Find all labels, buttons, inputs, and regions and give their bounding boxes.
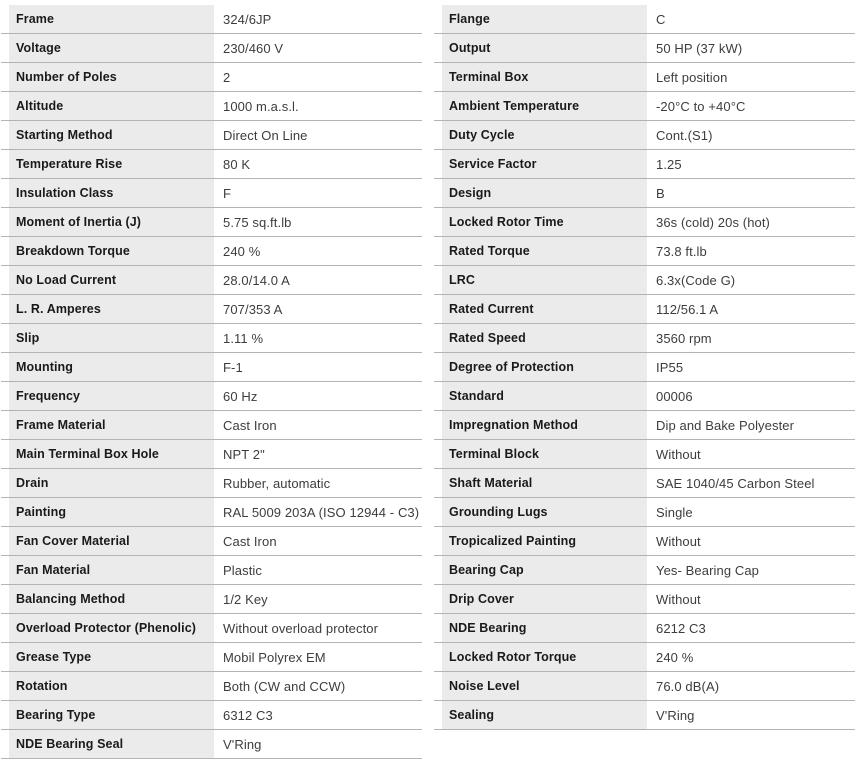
spec-row — [1, 353, 422, 382]
spec-value: B — [656, 185, 665, 201]
spec-label: Rated Torque — [442, 237, 647, 265]
spec-label: Frame — [9, 5, 214, 33]
spec-row — [1, 440, 422, 469]
spec-row — [1, 266, 422, 295]
spec-value: RAL 5009 203A (ISO 12944 - C3) — [223, 504, 420, 520]
spec-label: Grease Type — [9, 643, 214, 671]
spec-label: Altitude — [9, 92, 214, 120]
spec-label: Painting — [9, 498, 214, 526]
spec-value: Both (CW and CCW) — [223, 678, 346, 694]
spec-row — [1, 324, 422, 353]
spec-value: Cast Iron — [223, 417, 277, 433]
spec-row — [434, 527, 855, 556]
spec-value: 240 % — [223, 243, 261, 259]
spec-value: 1.25 — [656, 156, 682, 172]
spec-label: Tropicalized Painting — [442, 527, 647, 555]
spec-label: Temperature Rise — [9, 150, 214, 178]
spec-row — [1, 237, 422, 266]
spec-label: Impregnation Method — [442, 411, 647, 439]
spec-label: Standard — [442, 382, 647, 410]
spec-value: Yes- Bearing Cap — [656, 562, 760, 578]
spec-value: 112/56.1 A — [656, 301, 719, 317]
spec-value: 5.75 sq.ft.lb — [223, 214, 292, 230]
spec-label: Terminal Box — [442, 63, 647, 91]
spec-value: IP55 — [656, 359, 684, 375]
spec-label: No Load Current — [9, 266, 214, 294]
spec-value: Rubber, automatic — [223, 475, 331, 491]
spec-label: Grounding Lugs — [442, 498, 647, 526]
spec-row — [434, 701, 855, 730]
spec-label: Mounting — [9, 353, 214, 381]
spec-value: Plastic — [223, 562, 262, 578]
spec-row — [1, 92, 422, 121]
spec-value: Without — [656, 533, 701, 549]
spec-row — [1, 585, 422, 614]
spec-label: Duty Cycle — [442, 121, 647, 149]
spec-value: F-1 — [223, 359, 243, 375]
spec-label: Breakdown Torque — [9, 237, 214, 265]
spec-table-right — [434, 5, 855, 762]
spec-row — [434, 411, 855, 440]
spec-value: 2 — [223, 69, 231, 85]
spec-label: Main Terminal Box Hole — [9, 440, 214, 468]
spec-row — [1, 295, 422, 324]
spec-value: V'Ring — [656, 707, 695, 723]
spec-label: Balancing Method — [9, 585, 214, 613]
spec-label: Shaft Material — [442, 469, 647, 497]
spec-label: Ambient Temperature — [442, 92, 647, 120]
spec-value: Direct On Line — [223, 127, 308, 143]
spec-row — [1, 121, 422, 150]
spec-row — [434, 237, 855, 266]
spec-label: Frame Material — [9, 411, 214, 439]
spec-label: Design — [442, 179, 647, 207]
spec-value: 76.0 dB(A) — [656, 678, 720, 694]
spec-label: Voltage — [9, 34, 214, 62]
spec-label: NDE Bearing — [442, 614, 647, 642]
spec-row — [434, 34, 855, 63]
spec-value: Left position — [656, 69, 728, 85]
spec-row — [434, 150, 855, 179]
spec-row — [1, 179, 422, 208]
spec-value: 6.3x(Code G) — [656, 272, 736, 288]
spec-row — [434, 92, 855, 121]
spec-row — [1, 34, 422, 63]
spec-label: Starting Method — [9, 121, 214, 149]
spec-value: 1.11 % — [223, 330, 264, 346]
spec-value: Mobil Polyrex EM — [223, 649, 326, 665]
spec-label: Output — [442, 34, 647, 62]
spec-value: Single — [656, 504, 693, 520]
spec-value: -20°C to +40°C — [656, 98, 746, 114]
spec-label: Fan Cover Material — [9, 527, 214, 555]
spec-row — [434, 266, 855, 295]
spec-row — [434, 643, 855, 672]
spec-value: NPT 2" — [223, 446, 265, 462]
spec-value: SAE 1040/45 Carbon Steel — [656, 475, 815, 491]
spec-row — [434, 440, 855, 469]
spec-row — [1, 672, 422, 701]
spec-label: NDE Bearing Seal — [9, 730, 214, 758]
spec-value: 80 K — [223, 156, 251, 172]
spec-label: Drain — [9, 469, 214, 497]
spec-row — [1, 382, 422, 411]
spec-label: Rated Current — [442, 295, 647, 323]
spec-row — [434, 585, 855, 614]
spec-row — [1, 701, 422, 730]
spec-row — [1, 527, 422, 556]
spec-row — [1, 469, 422, 498]
spec-value: 6212 C3 — [656, 620, 706, 636]
spec-row — [1, 498, 422, 527]
spec-value: Without overload protector — [223, 620, 379, 636]
spec-value: 230/460 V — [223, 40, 284, 56]
spec-row — [434, 121, 855, 150]
spec-value: 28.0/14.0 A — [223, 272, 290, 288]
spec-value: 73.8 ft.lb — [656, 243, 707, 259]
spec-label: L. R. Amperes — [9, 295, 214, 323]
spec-row — [434, 498, 855, 527]
spec-label: Locked Rotor Time — [442, 208, 647, 236]
spec-value: 707/353 A — [223, 301, 283, 317]
spec-label: Overload Protector (Phenolic) — [9, 614, 214, 642]
spec-label: Rotation — [9, 672, 214, 700]
spec-value: Cont.(S1) — [656, 127, 713, 143]
spec-value: 240 % — [656, 649, 694, 665]
spec-label: Drip Cover — [442, 585, 647, 613]
spec-value: 6312 C3 — [223, 707, 273, 723]
spec-value: Without — [656, 591, 701, 607]
spec-label: Flange — [442, 5, 647, 33]
spec-row — [434, 5, 855, 34]
spec-value: Dip and Bake Polyester — [656, 417, 795, 433]
spec-row — [434, 63, 855, 92]
spec-label: Degree of Protection — [442, 353, 647, 381]
spec-row — [434, 353, 855, 382]
spec-row — [1, 411, 422, 440]
spec-value: 1/2 Key — [223, 591, 268, 607]
spec-row — [1, 208, 422, 237]
spec-row — [1, 556, 422, 585]
spec-row — [1, 5, 422, 34]
spec-label: Frequency — [9, 382, 214, 410]
spec-value: 60 Hz — [223, 388, 258, 404]
spec-value: 50 HP (37 kW) — [656, 40, 743, 56]
spec-value: C — [656, 11, 666, 27]
spec-label: Locked Rotor Torque — [442, 643, 647, 671]
spec-value: 324/6JP — [223, 11, 272, 27]
spec-row — [434, 208, 855, 237]
spec-value: Cast Iron — [223, 533, 277, 549]
spec-label: Insulation Class — [9, 179, 214, 207]
spec-row — [1, 730, 422, 759]
spec-row — [1, 614, 422, 643]
spec-label: Noise Level — [442, 672, 647, 700]
spec-label: Bearing Cap — [442, 556, 647, 584]
spec-row — [434, 672, 855, 701]
spec-row — [434, 295, 855, 324]
spec-label: LRC — [442, 266, 647, 294]
spec-label: Terminal Block — [442, 440, 647, 468]
spec-label: Service Factor — [442, 150, 647, 178]
spec-row — [1, 150, 422, 179]
spec-label: Slip — [9, 324, 214, 352]
spec-value: F — [223, 185, 232, 201]
spec-row — [434, 324, 855, 353]
spec-row — [1, 643, 422, 672]
spec-label: Sealing — [442, 701, 647, 729]
spec-table-left — [1, 5, 422, 762]
spec-row — [1, 63, 422, 92]
spec-value: 3560 rpm — [656, 330, 712, 346]
spec-label: Moment of Inertia (J) — [9, 208, 214, 236]
spec-value: Without — [656, 446, 701, 462]
spec-row — [434, 556, 855, 585]
spec-value: 36s (cold) 20s (hot) — [656, 214, 770, 230]
spec-value: 1000 m.a.s.l. — [223, 98, 299, 114]
spec-label: Bearing Type — [9, 701, 214, 729]
spec-row — [434, 382, 855, 411]
spec-label: Number of Poles — [9, 63, 214, 91]
spec-label: Fan Material — [9, 556, 214, 584]
spec-value: V'Ring — [223, 736, 262, 752]
spec-value: 00006 — [656, 388, 693, 404]
spec-row — [434, 469, 855, 498]
spec-row — [434, 614, 855, 643]
spec-row — [434, 179, 855, 208]
spec-label: Rated Speed — [442, 324, 647, 352]
